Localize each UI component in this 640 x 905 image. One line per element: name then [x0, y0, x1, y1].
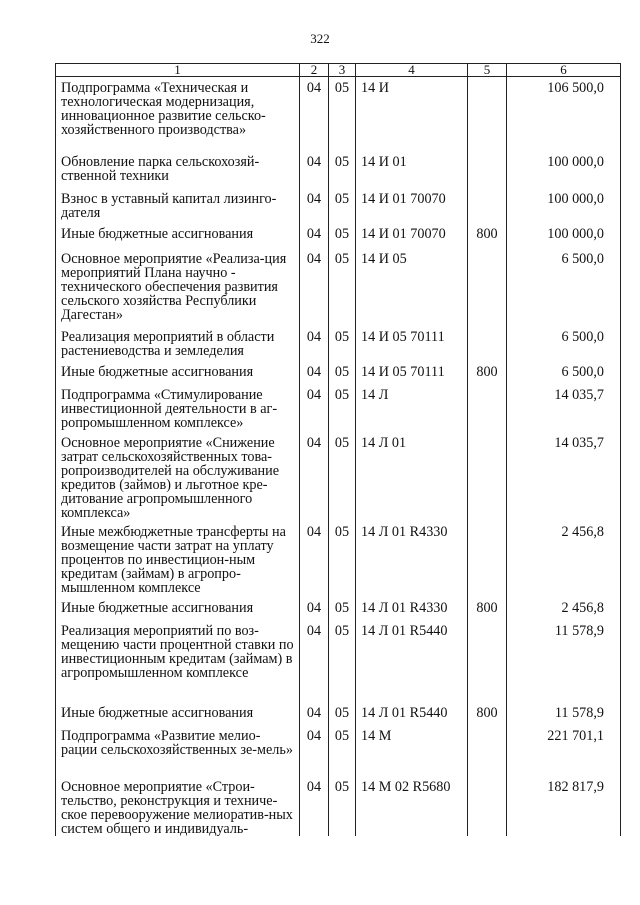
- row-amount: 6 500,0: [507, 246, 621, 322]
- row-name: Иные бюджетные ассигнования: [56, 700, 300, 725]
- row-subsection: 05: [329, 359, 356, 384]
- row-expense-type: 800: [468, 359, 507, 384]
- row-subsection: 05: [329, 322, 356, 359]
- row-subsection: 05: [329, 432, 356, 521]
- row-expense-type: [468, 77, 507, 148]
- row-expense-type: [468, 147, 507, 184]
- row-name: Иные бюджетные ассигнования: [56, 595, 300, 620]
- row-name: Основное мероприятие «Снижение затрат сельскохозяйственных това-ропроизводителей на обслуживание кредитов (займов) и льготное кре-дитование агропромышленного комплекса»: [56, 432, 300, 521]
- header-col-1: 1: [56, 64, 300, 77]
- row-amount: 11 578,9: [507, 620, 621, 700]
- row-section: 04: [300, 700, 329, 725]
- row-amount: 14 035,7: [507, 432, 621, 521]
- table-row: [56, 221, 621, 246]
- row-amount: 2 456,8: [507, 595, 621, 620]
- table-row: [56, 700, 621, 725]
- header-col-3: 3: [329, 64, 356, 77]
- row-name: Реализация мероприятий по воз-мещению части процентной ставки по инвестиционным кредитам (займам) в агропромышленном комплексе: [56, 620, 300, 700]
- header-col-5: 5: [468, 64, 507, 77]
- page-number: 322: [310, 31, 330, 46]
- row-subsection: 05: [329, 700, 356, 725]
- table-row: [56, 595, 621, 620]
- table-row: [56, 521, 621, 595]
- row-amount: 100 000,0: [507, 147, 621, 184]
- row-amount: 182 817,9: [507, 774, 621, 836]
- row-expense-type: [468, 774, 507, 836]
- row-section: 04: [300, 147, 329, 184]
- row-section: 04: [300, 322, 329, 359]
- budget-table: [55, 63, 621, 836]
- row-amount: 14 035,7: [507, 384, 621, 432]
- row-expense-type: 800: [468, 221, 507, 246]
- row-target-code: 14 И 05: [356, 246, 468, 322]
- row-section: 04: [300, 521, 329, 595]
- row-section: 04: [300, 77, 329, 148]
- row-expense-type: [468, 521, 507, 595]
- row-name: Подпрограмма «Развитие мелио-рации сельскохозяйственных зе-мель»: [56, 725, 300, 774]
- row-name: Подпрограмма «Стимулирование инвестиционной деятельности в аг-ропромышленном комплексе»: [56, 384, 300, 432]
- row-section: 04: [300, 620, 329, 700]
- row-section: 04: [300, 432, 329, 521]
- row-subsection: 05: [329, 620, 356, 700]
- row-target-code: 14 И 05 70111: [356, 322, 468, 359]
- header-col-6: 6: [507, 64, 621, 77]
- row-subsection: 05: [329, 221, 356, 246]
- row-section: 04: [300, 774, 329, 836]
- row-name: Обновление парка сельскохозяй-ственной техники: [56, 147, 300, 184]
- row-expense-type: [468, 184, 507, 221]
- table-row: [56, 184, 621, 221]
- row-name: Подпрограмма «Техническая и технологическая модернизация, инновационное развитие сельско-хозяйственного производства»: [56, 77, 300, 148]
- table-row: [56, 147, 621, 184]
- row-expense-type: [468, 384, 507, 432]
- row-subsection: 05: [329, 184, 356, 221]
- row-target-code: 14 И 01 70070: [356, 221, 468, 246]
- row-amount: 100 000,0: [507, 184, 621, 221]
- row-name: Взнос в уставный капитал лизинго-дателя: [56, 184, 300, 221]
- header-col-4: 4: [356, 64, 468, 77]
- row-amount: 6 500,0: [507, 322, 621, 359]
- row-target-code: 14 И: [356, 77, 468, 148]
- row-target-code: 14 И 01 70070: [356, 184, 468, 221]
- row-subsection: 05: [329, 147, 356, 184]
- row-expense-type: [468, 620, 507, 700]
- table-row: [56, 620, 621, 700]
- table-row: [56, 359, 621, 384]
- row-subsection: 05: [329, 384, 356, 432]
- row-name: Иные межбюджетные трансферты на возмещение части затрат на уплату процентов по инвестицион-ным кредитам (займам) в агропро-мышленном комплексе: [56, 521, 300, 595]
- row-expense-type: [468, 322, 507, 359]
- row-section: 04: [300, 595, 329, 620]
- row-name: Иные бюджетные ассигнования: [56, 221, 300, 246]
- row-target-code: 14 М: [356, 725, 468, 774]
- row-target-code: 14 И 01: [356, 147, 468, 184]
- row-subsection: 05: [329, 77, 356, 148]
- header-col-2: 2: [300, 64, 329, 77]
- row-target-code: 14 Л 01 R4330: [356, 595, 468, 620]
- row-subsection: 05: [329, 774, 356, 836]
- table-row: [56, 77, 621, 148]
- row-amount: 2 456,8: [507, 521, 621, 595]
- row-expense-type: [468, 725, 507, 774]
- row-amount: 106 500,0: [507, 77, 621, 148]
- row-name: Основное мероприятие «Реализа-ция мероприятий Плана научно - технического обеспечения развития сельского хозяйства Республики Дагестан»: [56, 246, 300, 322]
- table-row: [56, 322, 621, 359]
- row-target-code: 14 Л 01 R5440: [356, 700, 468, 725]
- row-section: 04: [300, 221, 329, 246]
- row-subsection: 05: [329, 595, 356, 620]
- row-amount: 6 500,0: [507, 359, 621, 384]
- row-target-code: 14 Л 01: [356, 432, 468, 521]
- row-amount: 221 701,1: [507, 725, 621, 774]
- row-target-code: 14 Л 01 R4330: [356, 521, 468, 595]
- row-name: Основное мероприятие «Строи-тельство, реконструкция и техниче-ское перевооружение мелиоратив-ных систем общего и индивидуаль-: [56, 774, 300, 836]
- row-target-code: 14 Л: [356, 384, 468, 432]
- row-expense-type: [468, 432, 507, 521]
- row-subsection: 05: [329, 725, 356, 774]
- row-expense-type: 800: [468, 595, 507, 620]
- row-section: 04: [300, 184, 329, 221]
- table-row: [56, 774, 621, 836]
- header-row: [56, 64, 621, 77]
- table-row: [56, 432, 621, 521]
- row-section: 04: [300, 725, 329, 774]
- row-section: 04: [300, 359, 329, 384]
- table-row: [56, 725, 621, 774]
- row-target-code: 14 Л 01 R5440: [356, 620, 468, 700]
- row-name: Реализация мероприятий в области растениеводства и земледелия: [56, 322, 300, 359]
- row-section: 04: [300, 384, 329, 432]
- row-subsection: 05: [329, 246, 356, 322]
- row-section: 04: [300, 246, 329, 322]
- row-target-code: 14 И 05 70111: [356, 359, 468, 384]
- row-expense-type: 800: [468, 700, 507, 725]
- row-target-code: 14 М 02 R5680: [356, 774, 468, 836]
- row-name: Иные бюджетные ассигнования: [56, 359, 300, 384]
- row-subsection: 05: [329, 521, 356, 595]
- row-amount: 100 000,0: [507, 221, 621, 246]
- table-row: [56, 384, 621, 432]
- row-expense-type: [468, 246, 507, 322]
- row-amount: 11 578,9: [507, 700, 621, 725]
- table-row: [56, 246, 621, 322]
